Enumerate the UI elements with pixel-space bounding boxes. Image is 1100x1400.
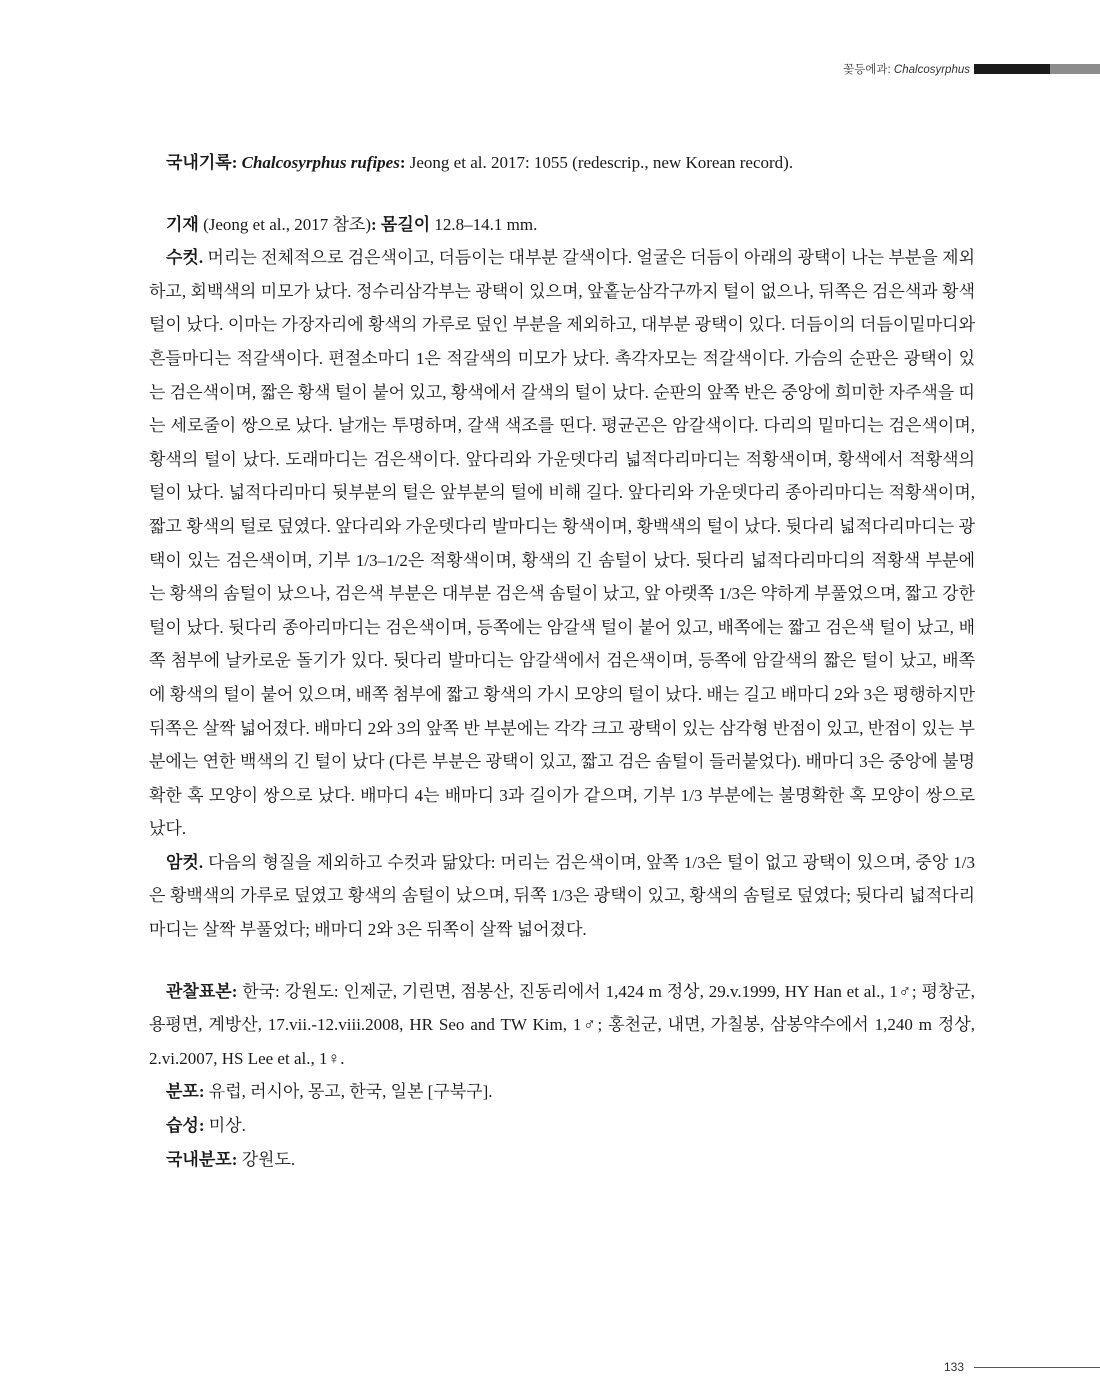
female-description xyxy=(149,846,975,947)
female-text: 다음의 형질을 제외하고 수컷과 닮았다: 머리는 검은색이며, 앞쪽 1/3은 털이 없고 광택이 있으며, 중앙 1/3은 황백색의 가루로 덮였고 황색의 솜털이 났으며, 뒤쪽 1/3은 광택이 있고, 황색의 솜털로 덮였다; 뒷다리 넓적다리마디는 살짝 부풀었다; 배마디 2와 3은 뒤쪽이 살짝 넓어졌다. xyxy=(149,852,975,940)
specimens-text: 한국: 강원도: 인제군, 기린면, 점봉산, 진동리에서 1,424 m 정상, 29.v.1999, HY Han et al., 1♂; 평창군, 용평면, 계방산, 17.vii.-12.viii.2008, HR Seo and TW Kim, 1♂; 홍천군, 내면, 가칠봉, 삼봉약수에서 1,240 m 정상, 2.vi.2007, HS Lee et al., 1♀. xyxy=(149,981,975,1068)
domestic-label: 국내분포: xyxy=(166,1149,238,1169)
description-heading xyxy=(149,208,975,242)
species-colon: : xyxy=(399,153,410,172)
habit-label: 습성: xyxy=(166,1116,205,1136)
header-genus: Chalcosyrphus xyxy=(893,64,970,76)
habit xyxy=(149,1109,975,1143)
male-text: 머리는 전체적으로 검은색이고, 더듬이는 대부분 갈색이다. 얼굴은 더듬이 아래의 광택이 나는 부분을 제외하고, 회백색의 미모가 났다. 정수리삼각부는 광택이 있으며, 앞홑눈삼각구까지 털이 없으나, 뒤쪽은 검은색과 황색 털이 났다. 이마는 가장자리에 황색의 가루로 덮인 부분을 제외하고, 대부분 광택이 있다. 더듬이의 더듬이밑마디와 흔들마디는 적갈색이다. 편절소마디 1은 적갈색의 미모가 났다. 촉각자모는 적갈색이다. 가슴의 순판은 광택이 있는 검은색이며, 짧은 황색 털이 붙어 있고, 황색에서 갈색의 털이 났다. 순판의 앞쪽 반은 중앙에 희미한 자주색을 띠는 세로줄이 쌍으로 났다. 날개는 투명하며, 갈색 색조를 띤다. 평균곤은 암갈색이다. 다리의 밑마디는 검은색이며, 황색의 털이 났다. 도래마디는 검은색이다. 앞다리와 가운뎃다리 넓적다리마디는 적황색이며, 황색에서 적황색의 털이 났다. 넓적다리마디 뒷부분의 털은 앞부분의 털에 비해 길다. 앞다리와 가운뎃다리 종아리마디는 적황색이며, 짧고 황색의 털로 덮였다. 앞다리와 가운뎃다리 발마디는 황색이며, 황백색의 털이 났다. 뒷다리 넓적다리마디는 광택이 있는 검은색이며, 기부 1/3–1/2은 적황색이며, 황색의 긴 솜털이 났다. 뒷다리 넓적다리마디의 적황색 부분에는 황색의 솜털이 났으나, 검은색 부분은 대부분 검은색 솜털이 났고, 앞 아랫쪽 1/3은 약하게 부풀었으며, 짧고 강한 털이 났다. 뒷다리 종아리마디는 검은색이며, 등쪽에는 암갈색 털이 붙어 있고, 배쪽에는 짧고 검은색 털이 났고, 배쪽 첨부에 날카로운 돌기가 있다. 뒷다리 발마디는 암갈색에서 검은색이며, 등쪽에 암갈색의 짧은 털이 났고, 배쪽에 황색의 털이 붙어 있으며, 배쪽 첨부에 짧고 황색의 가시 모양의 털이 났다. 배는 길고 배마디 2와 3은 평행하지만 뒤쪽은 살짝 넓어졌다. 배마디 2와 3의 앞쪽 반 부분에는 각각 크고 광택이 있는 삼각형 반점이 있고, 반점이 있는 부분에는 연한 백색의 긴 털이 났다 (다른 부분은 광택이 있고, 짧고 검은 솜털이 들러붙었다). 배마디 3은 중앙에 불명확한 혹 모양이 쌍으로 났다. 배마디 4는 배마디 3과 길이가 같으며, 기부 1/3 부분에는 불명확한 혹 모양이 쌍으로 났다. xyxy=(149,248,975,839)
footer-rule xyxy=(974,1367,1100,1368)
specimens-label: 관찰표본: xyxy=(166,981,238,1001)
body-length-value: 12.8–14.1 mm. xyxy=(430,214,538,234)
distribution-label: 분포: xyxy=(166,1082,205,1102)
description-label: 기재 xyxy=(166,214,199,234)
habit-text: 미상. xyxy=(204,1116,246,1136)
species-name: Chalcosyrphus rufipes xyxy=(241,153,400,172)
header-bar-dark xyxy=(974,64,1050,74)
header-bar-gray xyxy=(1050,64,1100,74)
korean-record xyxy=(149,146,975,180)
page-number: 133 xyxy=(944,1360,965,1374)
distribution xyxy=(149,1075,975,1109)
male-label: 수컷. xyxy=(166,248,204,268)
running-header xyxy=(843,62,1100,76)
page-footer xyxy=(944,1360,1100,1374)
domestic-distribution xyxy=(149,1143,975,1177)
running-header-text xyxy=(843,61,970,77)
body-length-label: : 몸길이 xyxy=(370,214,431,234)
male-description xyxy=(149,241,975,846)
female-label: 암컷. xyxy=(166,852,204,872)
header-family: 꽃등에과: xyxy=(843,64,894,76)
korean-record-text: Jeong et al. 2017: 1055 (redescrip., new Korean record). xyxy=(409,153,794,172)
description-ref: (Jeong et al., 2017 참조) xyxy=(198,214,371,234)
korean-record-label: 국내기록: xyxy=(166,153,242,172)
specimens-examined xyxy=(149,975,975,1076)
distribution-text: 유럽, 러시아, 몽고, 한국, 일본 [구북구]. xyxy=(204,1082,493,1102)
page-body xyxy=(149,146,975,1176)
domestic-text: 강원도. xyxy=(237,1149,296,1169)
